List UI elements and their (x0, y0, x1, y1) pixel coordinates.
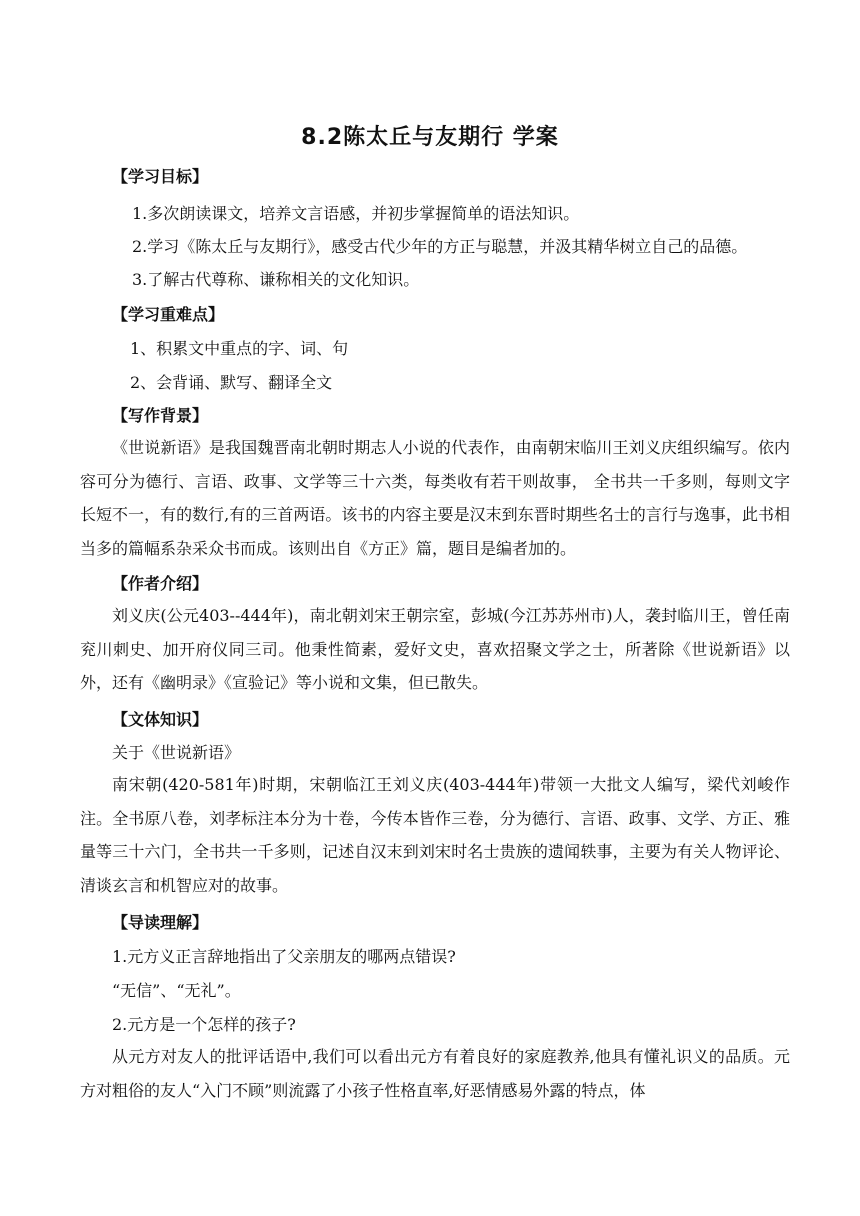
goal-item-1: 1.多次朗读课文，培养文言语感，并初步掌握简单的语法知识。 (132, 204, 580, 223)
section-heading-key-points: 【学习重难点】 (112, 305, 225, 324)
section-heading-goals: 【学习目标】 (112, 167, 209, 186)
goal-item-3: 3.了解古代尊称、谦称相关的文化知识。 (132, 270, 420, 289)
section-heading-background: 【写作背景】 (112, 406, 209, 425)
goal-item-2: 2.学习《陈太丘与友期行》，感受古代少年的方正与聪慧，并汲其精华树立自己的品德。 (132, 237, 748, 256)
key-point-item-1: 1、积累文中重点的字、词、句 (130, 339, 349, 358)
guide-question-2: 2.元方是一个怎样的孩子? (112, 1015, 296, 1034)
guide-answer-2: 从元方对友人的批评话语中,我们可以看出元方有着良好的家庭教养,他具有懂礼识义的品质。元方对粗俗的友人“入门不顾”则流露了小孩子性格直率,好恶情感易外露的特点，体 (80, 1047, 790, 1100)
guide-answer-1: “无信”、“无礼”。 (112, 981, 241, 1000)
page-title: 8.2陈太丘与友期行 学案 (301, 125, 559, 150)
key-point-item-2: 2、会背诵、默写、翻译全文 (130, 373, 333, 392)
section-heading-author: 【作者介绍】 (112, 574, 209, 593)
genre-paragraph: 南宋朝(420-581年)时期，宋朝临江王刘义庆(403-444年)带领一大批文人编写，梁代刘峻作注。全书原八卷，刘孝标注本分为十卷，今传本皆作三卷，分为德行、言语、政事、文学、方正、雅量等三十六门，全书共一千多则，记述自汉末到刘宋时名士贵族的遗闻轶事，主要为有关人物评论、清谈玄言和机智应对的故事。 (80, 775, 790, 895)
section-heading-genre: 【文体知识】 (112, 710, 209, 729)
genre-subtitle: 关于《世说新语》 (112, 743, 241, 762)
guide-question-1: 1.元方义正言辞地指出了父亲朋友的哪两点错误? (112, 947, 456, 966)
background-paragraph: 《世说新语》是我国魏晋南北朝时期志人小说的代表作，由南朝宋临川王刘义庆组织编写。依内容可分为德行、言语、政事、文学等三十六类，每类收有若干则故事， 全书共一千多则，每则文字 长短不一，有的数行,有的三首两语。该书的内容主要是汉末到东晋时期些名士的言行与逸事，此书相当多的篇幅系杂采众书而成。该则出自《方正》篇，题目是编者加的。 (80, 438, 790, 558)
section-heading-guide: 【导读理解】 (112, 913, 209, 932)
author-paragraph: 刘义庆(公元403--444年)，南北朝刘宋王朝宗室，彭城(今江苏苏州市)人，袭封临川王，曾任南兖川刺史、加开府仪同三司。他秉性简素，爱好文史，喜欢招聚文学之士，所著除《世说新语》以外，还有《幽明录》《宣验记》等小说和文集，但已散失。 (80, 606, 790, 692)
